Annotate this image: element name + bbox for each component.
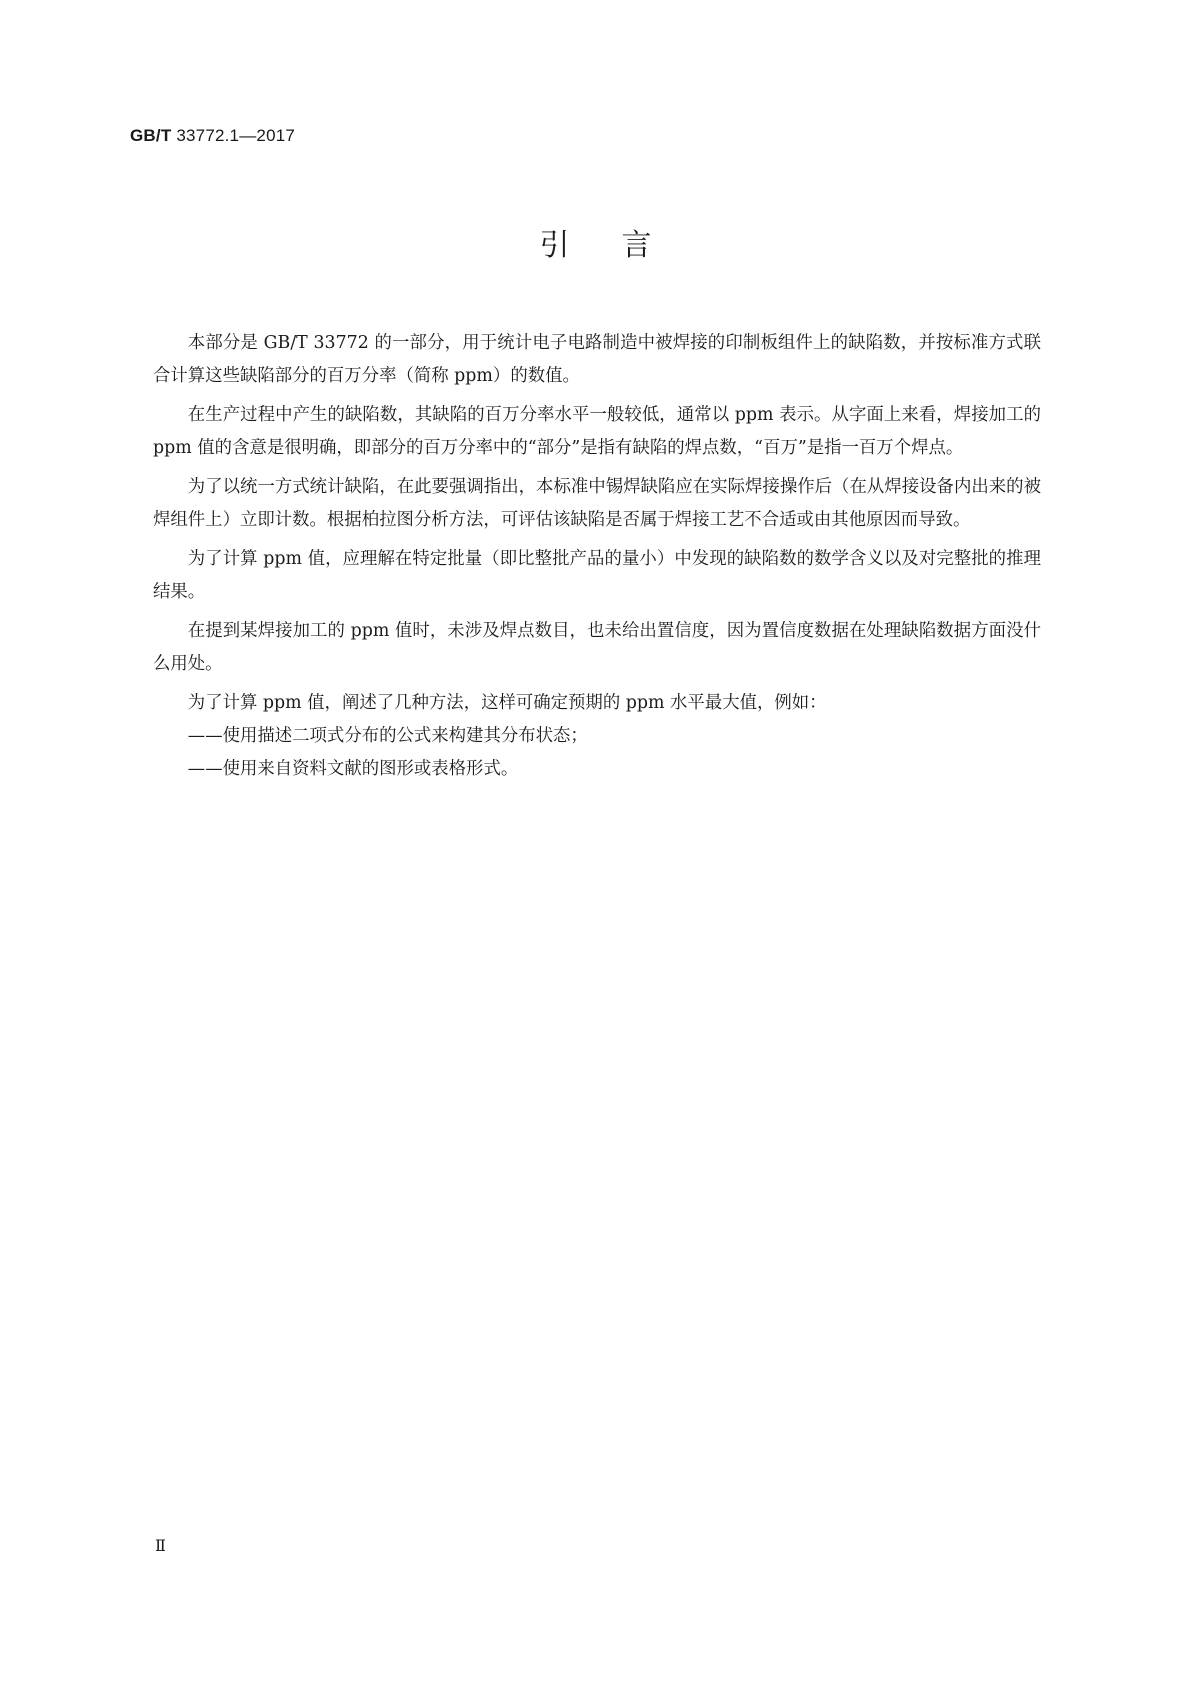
paragraph: 为了以统一方式统计缺陷，在此要强调指出，本标准中锡焊缺陷应在实际焊接操作后（在从焊接设备内出来的被焊组件上）立即计数。根据柏拉图分析方法，可评估该缺陷是否属于焊接工艺不合适或由其他原因而导致。 [153, 477, 1041, 530]
paragraph: 为了计算 ppm 值，应理解在特定批量（即比整批产品的量小）中发现的缺陷数的数学含义以及对完整批的推理结果。 [153, 549, 1041, 602]
introduction-body [153, 327, 1041, 786]
page-number: Ⅱ [155, 1536, 166, 1555]
list-item: ——使用描述二项式分布的公式来构建其分布状态； [187, 726, 588, 746]
paragraph: 为了计算 ppm 值，阐述了几种方法，这样可确定预期的 ppm 水平最大值，例如： [187, 693, 827, 713]
section-title: 引言 [539, 228, 704, 263]
standard-number: 33772.1—2017 [176, 126, 296, 145]
paragraph: 本部分是 GB/T 33772 的一部分，用于统计电子电路制造中被焊接的印制板组件上的缺陷数，并按标准方式联合计算这些缺陷部分的百万分率（简称 ppm）的数值。 [153, 333, 1041, 386]
paragraph: 在提到某焊接加工的 ppm 值时，未涉及焊点数目，也未给出置信度，因为置信度数据在处理缺陷数据方面没什么用处。 [153, 621, 1041, 674]
standard-code-header [130, 126, 295, 146]
list-item: ——使用来自资料文献的图形或表格形式。 [187, 759, 519, 779]
standard-prefix: GB/T [130, 126, 172, 145]
paragraph: 在生产过程中产生的缺陷数，其缺陷的百万分率水平一般较低，通常以 ppm 表示。从字面上来看，焊接加工的 ppm 值的含意是很明确，即部分的百万分率中的“部分”是指有缺陷的焊点数，“百万”是指一百万个焊点。 [153, 405, 1041, 458]
